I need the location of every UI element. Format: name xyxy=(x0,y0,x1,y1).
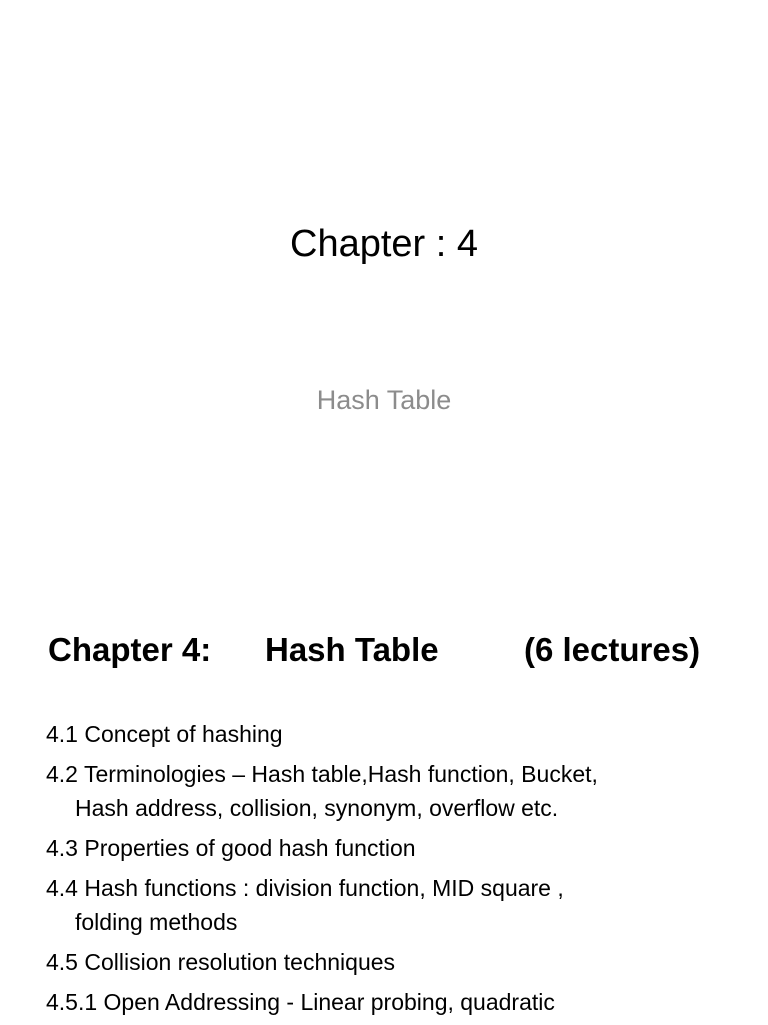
slide-title: Chapter : 4 xyxy=(290,223,478,265)
list-item-text: 4.4 Hash functions : division function, MID square , xyxy=(46,875,564,901)
list-item xyxy=(46,871,746,939)
heading-lectures: (6 lectures) xyxy=(524,631,701,668)
list-item xyxy=(46,757,746,825)
list-item-text: 4.5 Collision resolution techniques xyxy=(46,949,396,975)
list-item xyxy=(46,831,746,865)
list-item xyxy=(46,717,746,751)
list-item-text: 4.2 Terminologies – Hash table,Hash function, Bucket, xyxy=(46,761,598,787)
slide-subtitle: Hash Table xyxy=(316,385,452,415)
list-item-text-continued: folding methods xyxy=(75,909,238,935)
heading-topic: Hash Table xyxy=(265,631,439,668)
list-item-text: 4.5.1 Open Addressing - Linear probing, quadratic xyxy=(46,989,555,1015)
list-item-text: 4.1 Concept of hashing xyxy=(46,721,283,747)
topic-list xyxy=(46,717,746,1025)
list-item xyxy=(46,945,746,979)
list-item xyxy=(46,985,746,1019)
chapter-heading xyxy=(48,628,728,672)
list-item-text: 4.3 Properties of good hash function xyxy=(46,835,416,861)
list-item-text-continued: Hash address, collision, synonym, overflow etc. xyxy=(75,795,559,821)
heading-chapter: Chapter 4: xyxy=(48,631,212,668)
